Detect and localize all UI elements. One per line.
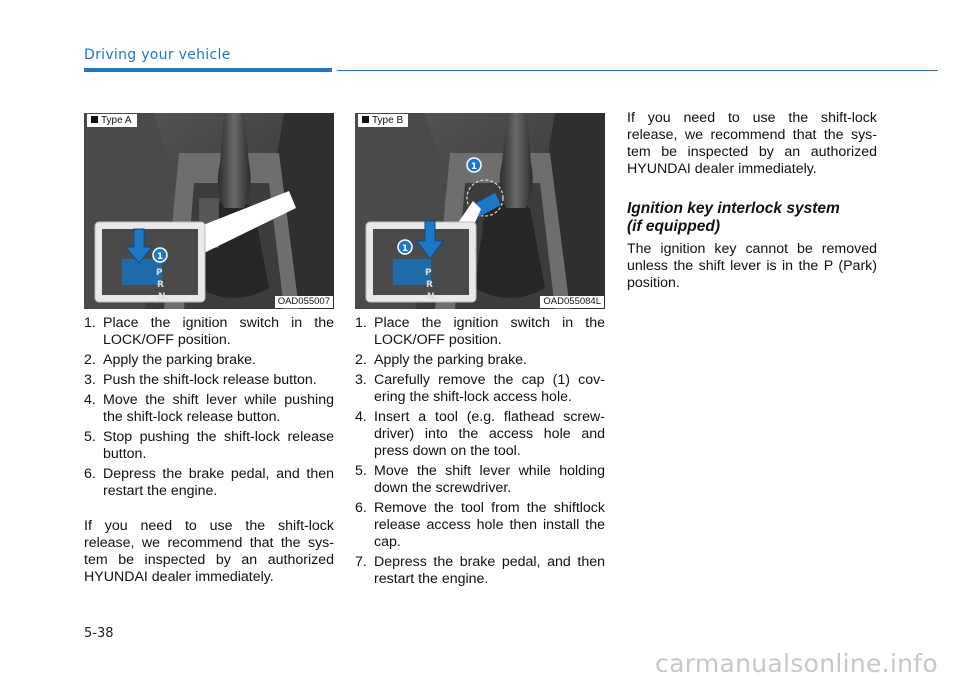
section-subheading bbox=[627, 200, 877, 236]
step-number: 1. bbox=[355, 315, 367, 331]
list-item bbox=[355, 500, 605, 551]
gear-letter-p: P bbox=[425, 268, 432, 278]
step-number: 3. bbox=[355, 372, 367, 388]
right-column bbox=[627, 110, 877, 292]
middle-steps-list bbox=[355, 315, 605, 588]
step-text: Push the shift-lock release button. bbox=[103, 372, 317, 388]
list-item bbox=[84, 372, 334, 389]
list-item bbox=[84, 466, 334, 500]
type-b-badge bbox=[358, 114, 408, 127]
square-bullet-icon bbox=[91, 116, 98, 123]
watermark: carmanualsonline.info bbox=[655, 649, 938, 678]
section-rule-thick bbox=[84, 68, 332, 72]
list-item bbox=[355, 315, 605, 349]
step-text: Stop pushing the shift-lock release button. bbox=[103, 429, 334, 462]
section-title: Driving your vehicle bbox=[84, 47, 231, 63]
gear-letter-n: N bbox=[427, 292, 435, 302]
step-text: Depress the brake pedal, and then restart the engine. bbox=[103, 466, 334, 499]
figure-a-code: OAD055007 bbox=[275, 296, 333, 308]
dealer-note: If you need to use the shift-lock release, we recommend that the sys-tem be inspected by an authorized HYUNDAI dealer immediately. bbox=[627, 110, 877, 177]
callout-number: 1 bbox=[401, 244, 409, 254]
list-item bbox=[355, 463, 605, 497]
step-text: Insert a tool (e.g. flathead screw-driver) into the access hole and press down on the tool. bbox=[374, 409, 605, 459]
list-item bbox=[84, 352, 334, 369]
page-number: 5-38 bbox=[84, 626, 114, 641]
step-number: 5. bbox=[355, 463, 367, 479]
type-a-badge bbox=[87, 114, 137, 127]
step-number: 5. bbox=[84, 429, 96, 445]
section-rule-thin bbox=[337, 70, 938, 71]
subheading-line-1: Ignition key interlock system bbox=[627, 200, 840, 217]
step-text: Carefully remove the cap (1) cov-ering the shift-lock access hole. bbox=[374, 372, 605, 405]
square-bullet-icon bbox=[362, 116, 369, 123]
gear-letter-p: P bbox=[156, 268, 163, 278]
step-text: Place the ignition switch in the LOCK/OFF position. bbox=[374, 315, 605, 348]
list-item bbox=[84, 429, 334, 463]
figure-type-a bbox=[84, 113, 334, 309]
list-item bbox=[355, 352, 605, 369]
gear-letter-r: R bbox=[157, 280, 164, 290]
list-item bbox=[355, 554, 605, 588]
step-text: Place the ignition switch in the LOCK/OFF position. bbox=[103, 315, 334, 348]
step-number: 3. bbox=[84, 372, 96, 388]
step-text: Move the shift lever while holding down the screwdriver. bbox=[374, 463, 605, 496]
callout-number: 1 bbox=[156, 252, 164, 262]
interlock-description: The ignition key cannot be removed unless the shift lever is in the P (Park) position. bbox=[627, 241, 877, 291]
shifter-illustration-b bbox=[355, 113, 605, 309]
list-item bbox=[355, 372, 605, 406]
step-text: Apply the parking brake. bbox=[374, 352, 528, 368]
list-item bbox=[355, 409, 605, 460]
step-number: 4. bbox=[355, 409, 367, 425]
left-steps-list bbox=[84, 315, 334, 500]
subheading-line-2: (if equipped) bbox=[627, 218, 720, 235]
list-item bbox=[84, 392, 334, 426]
dealer-note: If you need to use the shift-lock release, we recommend that the sys-tem be inspected by an authorized HYUNDAI dealer immediately. bbox=[84, 518, 334, 585]
step-text: Move the shift lever while pushing the shift-lock release button. bbox=[103, 392, 334, 425]
step-text: Depress the brake pedal, and then restart the engine. bbox=[374, 554, 605, 587]
step-number: 6. bbox=[355, 500, 367, 516]
list-item bbox=[84, 315, 334, 349]
middle-column bbox=[355, 315, 605, 591]
step-number: 1. bbox=[84, 315, 96, 331]
left-column bbox=[84, 315, 334, 586]
step-text: Apply the parking brake. bbox=[103, 352, 257, 368]
step-number: 2. bbox=[84, 352, 96, 368]
step-number: 4. bbox=[84, 392, 96, 408]
step-text: Remove the tool from the shiftlock release access hole then install the cap. bbox=[374, 500, 605, 550]
step-number: 2. bbox=[355, 352, 367, 368]
figure-b-code: OAD055084L bbox=[540, 296, 604, 308]
figure-type-b bbox=[355, 113, 605, 309]
shifter-illustration-a bbox=[84, 113, 334, 309]
callout-number-top: 1 bbox=[470, 162, 478, 172]
gear-letter-r: R bbox=[426, 280, 433, 290]
type-b-label: Type B bbox=[372, 115, 404, 126]
gear-letter-n: N bbox=[158, 292, 166, 302]
step-number: 6. bbox=[84, 466, 96, 482]
step-number: 7. bbox=[355, 554, 367, 570]
type-a-label: Type A bbox=[101, 115, 132, 126]
